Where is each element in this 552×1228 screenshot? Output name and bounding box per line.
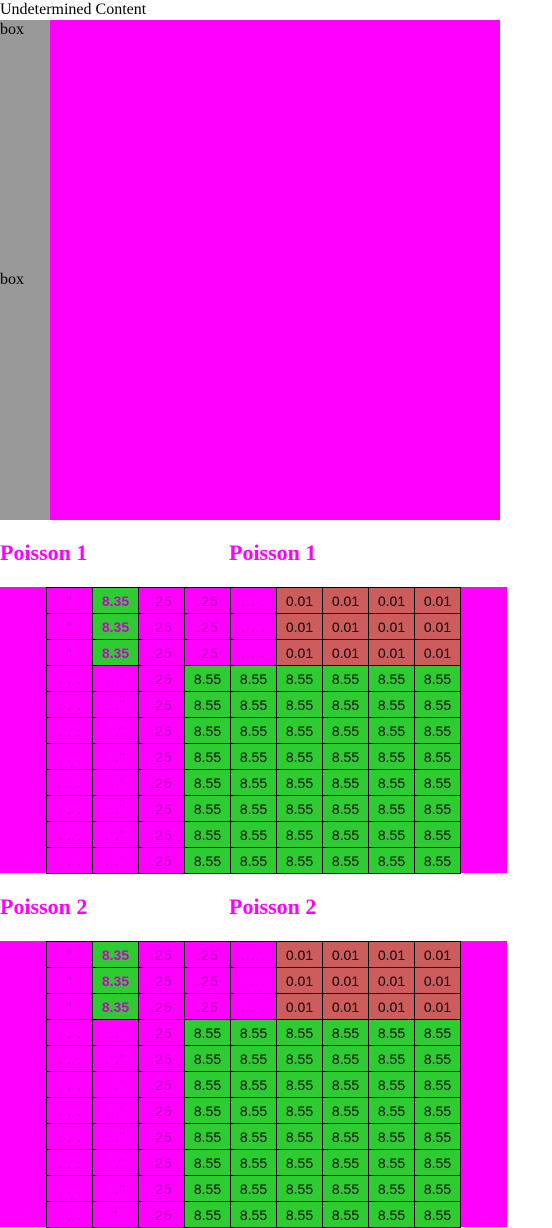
grid-cell: " [47, 968, 93, 994]
grid-cell: 8.55 [231, 1072, 277, 1098]
grid-cell: . . . [231, 942, 277, 968]
grid-cell: .25 [139, 640, 185, 666]
grid-cell: .25 [139, 994, 185, 1020]
grid-cell: 8.55 [231, 744, 277, 770]
grid-row [47, 1150, 461, 1176]
grid-cell: 8.55 [323, 666, 369, 692]
grid-cell: 0.01 [415, 968, 461, 994]
grid-cell: .25 [139, 942, 185, 968]
grid-cell: 8.55 [415, 1046, 461, 1072]
grid-cell: 8.55 [369, 692, 415, 718]
grid-cell: .25 [185, 640, 231, 666]
grid-cell: 8.55 [277, 666, 323, 692]
grid-cell: .25 [139, 718, 185, 744]
grid-cell: 8.55 [277, 1072, 323, 1098]
grid-cell: 8.55 [185, 1020, 231, 1046]
grid-cell: 8.55 [369, 848, 415, 874]
grid-cell: " [47, 588, 93, 614]
grid-cell: .25 [185, 614, 231, 640]
grid-cell: . . . [231, 640, 277, 666]
box-label-2: box [0, 271, 24, 288]
grid-cell: 8.55 [185, 1098, 231, 1124]
grid-cell: . . . [47, 1098, 93, 1124]
grid-cell: 8.55 [369, 1150, 415, 1176]
grid-cell: .25 [185, 588, 231, 614]
grid-cell: 8.55 [185, 1072, 231, 1098]
grid-row [47, 718, 461, 744]
grid-row [47, 1124, 461, 1150]
grid-cell: 8.55 [369, 718, 415, 744]
grid-cell: 8.55 [323, 1046, 369, 1072]
grid-cell: 8.35 [93, 614, 139, 640]
grid-cell: 8.55 [277, 1124, 323, 1150]
grid-cell: .25 [139, 744, 185, 770]
grid-cell: .25 [139, 848, 185, 874]
grid-cell: 8.55 [277, 822, 323, 848]
grid-cell: 8.55 [415, 666, 461, 692]
grid-row [47, 848, 461, 874]
grid-cell: 8.55 [369, 1046, 415, 1072]
grid-cell: 8.55 [415, 1020, 461, 1046]
grid-cell: 8.55 [369, 1098, 415, 1124]
grid-cell: 0.01 [369, 588, 415, 614]
grid-cell: . ." [93, 666, 139, 692]
grid-cell: 8.55 [277, 718, 323, 744]
grid-cell: . . . [47, 822, 93, 848]
grid-cell: .25 [139, 968, 185, 994]
box-label-1: box [0, 21, 24, 38]
grid-cell: . ." [93, 1020, 139, 1046]
grid-cell: . ." [93, 718, 139, 744]
grid-cell: 8.55 [323, 770, 369, 796]
grid-cell: .25 [139, 1098, 185, 1124]
grid-cell: 8.55 [185, 848, 231, 874]
grid-cell: 8.55 [277, 692, 323, 718]
grid-cell: . ." [93, 744, 139, 770]
grid-cell: 8.55 [415, 1072, 461, 1098]
grid-cell: 8.55 [323, 822, 369, 848]
grid-cell: 8.55 [231, 1202, 277, 1228]
grid-cell: 0.01 [277, 588, 323, 614]
grid-cell: 0.01 [323, 640, 369, 666]
grid-cell: 0.01 [277, 942, 323, 968]
grid-cell: 8.55 [277, 1150, 323, 1176]
grid-cell: .25 [139, 1176, 185, 1202]
grid-cell: . . . [47, 718, 93, 744]
grid-cell: 8.55 [231, 796, 277, 822]
grid-row [47, 796, 461, 822]
section-2-band [0, 941, 507, 1227]
grid-cell: 8.55 [231, 1020, 277, 1046]
grid-cell: 8.55 [185, 770, 231, 796]
grid-cell: 8.55 [415, 770, 461, 796]
grid-cell: . ." [93, 1150, 139, 1176]
grid-cell: .25 [139, 1124, 185, 1150]
grid-cell: 0.01 [415, 640, 461, 666]
grid-cell: . ." [93, 1176, 139, 1202]
grid-cell: . ." [93, 692, 139, 718]
grid-cell: . . . [231, 968, 277, 994]
grid-cell: .25 [139, 1150, 185, 1176]
grid-cell: 8.55 [185, 1046, 231, 1072]
grid-cell: 8.55 [185, 718, 231, 744]
grid-cell: . . . [47, 744, 93, 770]
grid-cell: 8.55 [185, 796, 231, 822]
grid-cell: 8.55 [185, 744, 231, 770]
grid-cell: 8.55 [323, 744, 369, 770]
grid-cell: 0.01 [415, 614, 461, 640]
grid-cell: . . . [47, 1072, 93, 1098]
grid-cell: 8.55 [369, 822, 415, 848]
grid-cell: . . . [47, 796, 93, 822]
grid-cell: 8.55 [369, 1176, 415, 1202]
grid-cell: 8.55 [277, 744, 323, 770]
section-2-heading-right: Poisson 2 [229, 894, 317, 919]
grid-row [47, 640, 461, 666]
grid-cell: 8.55 [369, 744, 415, 770]
grid-cell: 8.55 [185, 1202, 231, 1228]
grid-cell: . . . [47, 1046, 93, 1072]
grid-cell: . . . [47, 848, 93, 874]
grid-cell: 8.55 [277, 1202, 323, 1228]
grid-cell: 0.01 [369, 614, 415, 640]
grid-cell: 0.01 [369, 640, 415, 666]
grid-cell: 8.55 [415, 692, 461, 718]
grid-cell: .25 [139, 1072, 185, 1098]
grid-cell: 8.55 [415, 1150, 461, 1176]
grid-cell: 8.55 [277, 848, 323, 874]
grid-cell: 8.55 [231, 1098, 277, 1124]
grid-cell: 8.55 [415, 1098, 461, 1124]
grid-row [47, 1046, 461, 1072]
grid-cell: .25 [139, 1202, 185, 1228]
grid-cell: " [47, 942, 93, 968]
grid-cell: 8.55 [231, 848, 277, 874]
grid-cell: .25 [139, 692, 185, 718]
box-container [0, 20, 500, 520]
grid-cell: 8.55 [415, 796, 461, 822]
grid-cell: 8.55 [185, 822, 231, 848]
grid-cell: 8.55 [323, 692, 369, 718]
grid-cell: 8.55 [185, 692, 231, 718]
grid-cell: 8.55 [369, 770, 415, 796]
grid-row [47, 1098, 461, 1124]
grid-cell: " [47, 994, 93, 1020]
grid-cell: . ." [93, 1098, 139, 1124]
grid-cell: 8.55 [323, 1150, 369, 1176]
grid-cell: . ." [93, 1124, 139, 1150]
grid-row [47, 666, 461, 692]
grid-cell: 8.55 [323, 1202, 369, 1228]
grid-cell: .25 [139, 770, 185, 796]
grid-cell: 8.55 [231, 1046, 277, 1072]
grid-cell: 8.55 [369, 1020, 415, 1046]
section-1-band [0, 587, 507, 873]
grid-cell: 8.35 [93, 968, 139, 994]
grid-cell: 8.55 [277, 1176, 323, 1202]
grid-cell: .25 [139, 1046, 185, 1072]
grid-cell: . . . [47, 692, 93, 718]
grid-cell: 8.55 [231, 1150, 277, 1176]
grid-row [47, 1020, 461, 1046]
grid-cell: . . . [231, 994, 277, 1020]
grid-cell: 8.55 [415, 1202, 461, 1228]
grid-cell: 0.01 [415, 942, 461, 968]
grid-row [47, 942, 461, 968]
grid-cell: 8.55 [231, 1124, 277, 1150]
grid-row [47, 822, 461, 848]
grid-cell: 8.55 [415, 848, 461, 874]
grid-cell: .25 [139, 1020, 185, 1046]
grid-cell: . . . [47, 1124, 93, 1150]
grid-cell: 8.55 [323, 718, 369, 744]
grid-cell: 8.55 [323, 1098, 369, 1124]
grid-cell: . . . [47, 1020, 93, 1046]
grid-cell: 8.55 [231, 666, 277, 692]
grid-cell: . . . [231, 614, 277, 640]
grid-cell: 0.01 [277, 614, 323, 640]
grid-cell: . ." [93, 822, 139, 848]
grid-row [47, 1072, 461, 1098]
grid-cell: 8.35 [93, 640, 139, 666]
grid-cell: " [93, 1202, 139, 1228]
grid-cell: 8.55 [323, 848, 369, 874]
grid-row [47, 1176, 461, 1202]
grid-cell: 8.55 [277, 1098, 323, 1124]
grid-cell: 8.55 [323, 1072, 369, 1098]
grid-row [47, 744, 461, 770]
grid-cell: 8.55 [231, 822, 277, 848]
grid-cell: 8.55 [369, 1202, 415, 1228]
grid-cell: 8.55 [323, 1020, 369, 1046]
grid-row [47, 1202, 461, 1228]
grid-cell: . ." [93, 796, 139, 822]
grid-cell: 8.55 [323, 796, 369, 822]
grid-cell: . . . [47, 1176, 93, 1202]
grid-cell: 0.01 [323, 942, 369, 968]
section-1-grid [46, 587, 461, 874]
grid-cell: 8.55 [231, 718, 277, 744]
grid-cell: 0.01 [369, 968, 415, 994]
grid-cell: 8.35 [93, 994, 139, 1020]
grid-cell: .25 [139, 666, 185, 692]
grid-cell: . . . [47, 770, 93, 796]
grid-cell: . . . [47, 666, 93, 692]
grid-cell: 8.55 [369, 1072, 415, 1098]
grid-row [47, 692, 461, 718]
grid-row [47, 770, 461, 796]
grid-cell: 0.01 [323, 994, 369, 1020]
grid-row [47, 994, 461, 1020]
grid-cell: 8.55 [231, 692, 277, 718]
grid-cell: " [47, 640, 93, 666]
section-2-heading-left: Poisson 2 [0, 894, 88, 919]
page-title: Undetermined Content [0, 1, 147, 18]
grid-cell: 8.35 [93, 942, 139, 968]
grid-row [47, 968, 461, 994]
grid-cell: .25 [185, 968, 231, 994]
grid-cell: 8.55 [369, 1124, 415, 1150]
grid-cell: . . . [47, 1202, 93, 1228]
grid-cell: " [47, 614, 93, 640]
grid-cell: .25 [139, 822, 185, 848]
section-1-heading-right: Poisson 1 [229, 540, 317, 565]
section-1-heading-left: Poisson 1 [0, 540, 88, 565]
grid-cell: 0.01 [323, 614, 369, 640]
grid-cell: 8.55 [415, 822, 461, 848]
grid-cell: 0.01 [415, 588, 461, 614]
grid-cell: 8.55 [415, 1124, 461, 1150]
grid-cell: 8.55 [415, 744, 461, 770]
grid-cell: 8.55 [185, 1150, 231, 1176]
grid-cell: 8.55 [277, 1046, 323, 1072]
grid-cell: 8.55 [277, 1020, 323, 1046]
grid-cell: 0.01 [277, 640, 323, 666]
grid-cell: .25 [139, 588, 185, 614]
grid-cell: 8.55 [415, 1176, 461, 1202]
grid-cell: 8.55 [369, 796, 415, 822]
grid-cell: 8.55 [231, 1176, 277, 1202]
grid-cell: .25 [185, 942, 231, 968]
grid-cell: .25 [139, 614, 185, 640]
grid-cell: 8.55 [185, 1176, 231, 1202]
grid-cell: . . . [231, 588, 277, 614]
grid-cell: 8.55 [323, 1176, 369, 1202]
grid-cell: 0.01 [323, 968, 369, 994]
grid-cell: 8.55 [277, 770, 323, 796]
grid-cell: . . . [47, 1150, 93, 1176]
grid-cell: 8.55 [185, 1124, 231, 1150]
grid-cell: 0.01 [323, 588, 369, 614]
grid-cell: 8.55 [185, 666, 231, 692]
grid-cell: 8.55 [231, 770, 277, 796]
grid-cell: 8.35 [93, 588, 139, 614]
grid-cell: 0.01 [369, 942, 415, 968]
grid-cell: . ." [93, 770, 139, 796]
grid-cell: 8.55 [277, 796, 323, 822]
grid-cell: 0.01 [277, 968, 323, 994]
grid-cell: 0.01 [277, 994, 323, 1020]
grid-row [47, 614, 461, 640]
grid-cell: 8.55 [369, 666, 415, 692]
grid-cell: 8.55 [415, 718, 461, 744]
grid-cell: .25 [139, 796, 185, 822]
grid-row [47, 588, 461, 614]
grid-cell: 0.01 [369, 994, 415, 1020]
box-sidebar [0, 20, 50, 520]
grid-cell: . ." [93, 1072, 139, 1098]
grid-cell: .25 [185, 994, 231, 1020]
section-2-grid [46, 941, 461, 1228]
grid-cell: . ." [93, 848, 139, 874]
grid-cell: . ." [93, 1046, 139, 1072]
grid-cell: 8.55 [323, 1124, 369, 1150]
grid-cell: 0.01 [415, 994, 461, 1020]
